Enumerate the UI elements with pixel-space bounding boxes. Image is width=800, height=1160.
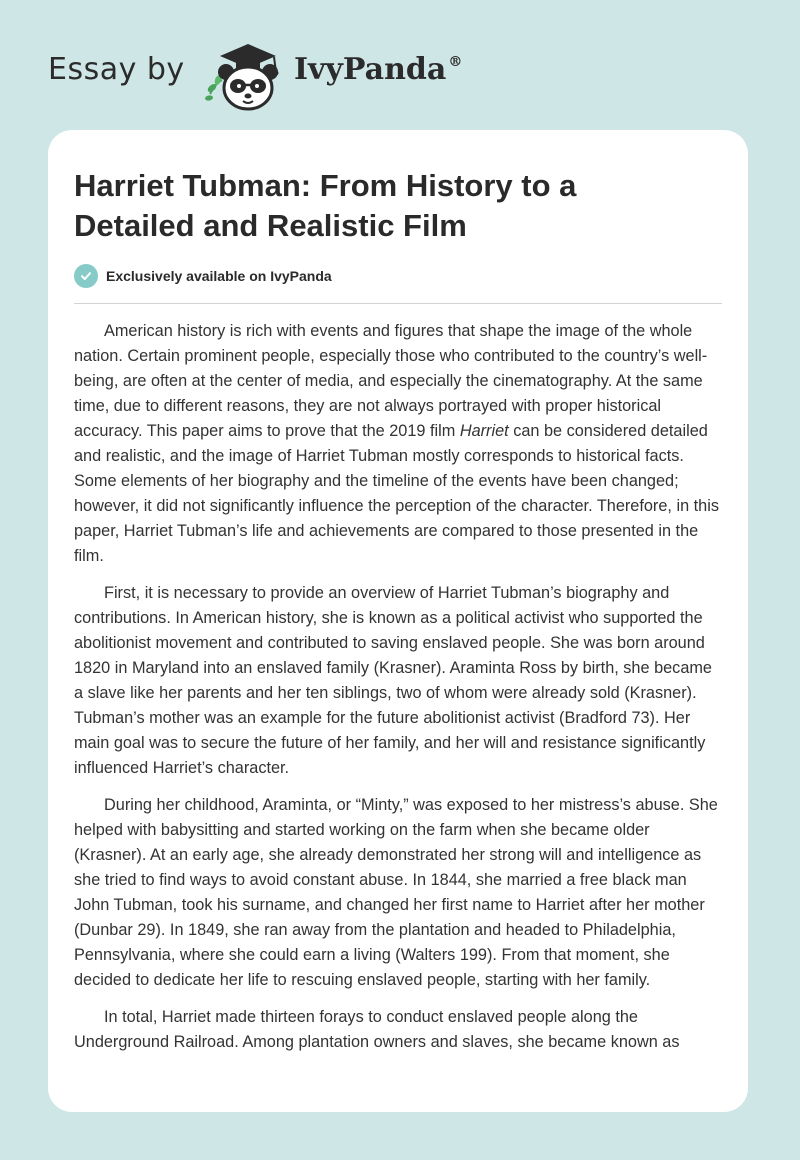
essay-card bbox=[48, 130, 748, 1112]
essay-body bbox=[74, 319, 722, 1067]
paragraph-1-part-2: can be considered detailed and realistic, and the image of Harriet Tubman mostly corresponds to historical facts. Some elements of her biography and the timeline of the events have been changed; however, it did not significantly influence the perception of the character. Therefore, in this paper, Harriet Tubman’s life and achievements are compared to those presented in the film. bbox=[74, 422, 719, 565]
brand-prefix: Essay by bbox=[48, 52, 185, 87]
paragraph-1 bbox=[74, 319, 722, 569]
paragraph-4: In total, Harriet made thirteen forays to conduct enslaved people along the Underground Railroad. Among plantation owners and slaves, she became known as bbox=[74, 1008, 680, 1051]
divider bbox=[74, 303, 722, 304]
panda-graduate-icon[interactable] bbox=[200, 36, 290, 112]
badge-text: Exclusively available on IvyPanda bbox=[106, 268, 332, 284]
registered-mark: ® bbox=[448, 54, 463, 70]
brand-name-text: IvyPanda bbox=[294, 52, 447, 87]
site-header bbox=[0, 0, 800, 130]
exclusive-badge bbox=[74, 264, 332, 288]
paragraph-3: During her childhood, Araminta, or “Minty,” was exposed to her mistress’s abuse. She helped with babysitting and started working on the farm when she became older (Krasner). At an early age, she already demonstrated her strong will and intelligence as she tried to find ways to avoid constant abuse. In 1844, she married a free black man John Tubman, took his surname, and changed her first name to Harriet after her mother (Dunbar 29). In 1849, she ran away from the plantation and headed to Philadelphia, Pennsylvania, where she could earn a living (Walters 199). From that moment, she decided to dedicate her life to rescuing enslaved people, starting with her family. bbox=[74, 796, 718, 989]
brand-name[interactable] bbox=[294, 52, 462, 87]
film-title-italic: Harriet bbox=[459, 422, 509, 440]
paragraph-1-part-1: American history is rich with events and figures that shape the image of the whole nation. Certain prominent people, especially those who contributed to the country’s well-being, are often at the center of media, and especially the cinematography. At the same time, due to different reasons, they are not always portrayed with proper historical accuracy. This paper aims to prove that the 2019 film bbox=[74, 322, 708, 440]
check-circle-icon bbox=[74, 264, 98, 288]
page-title: Harriet Tubman: From History to a Detailed and Realistic Film bbox=[74, 168, 577, 243]
paragraph-2: First, it is necessary to provide an overview of Harriet Tubman’s biography and contributions. In American history, she is known as a political activist who supported the abolitionist movement and contributed to saving enslaved people. She was born around 1820 in Maryland into an enslaved family (Krasner). Araminta Ross by birth, she became a slave like her parents and her ten siblings, two of whom were already sold (Krasner). Tubman’s mother was an example for the future abolitionist activist (Bradford 73). Her main goal was to secure the future of her family, and her will and resistance significantly influenced Harriet’s character. bbox=[74, 584, 712, 777]
